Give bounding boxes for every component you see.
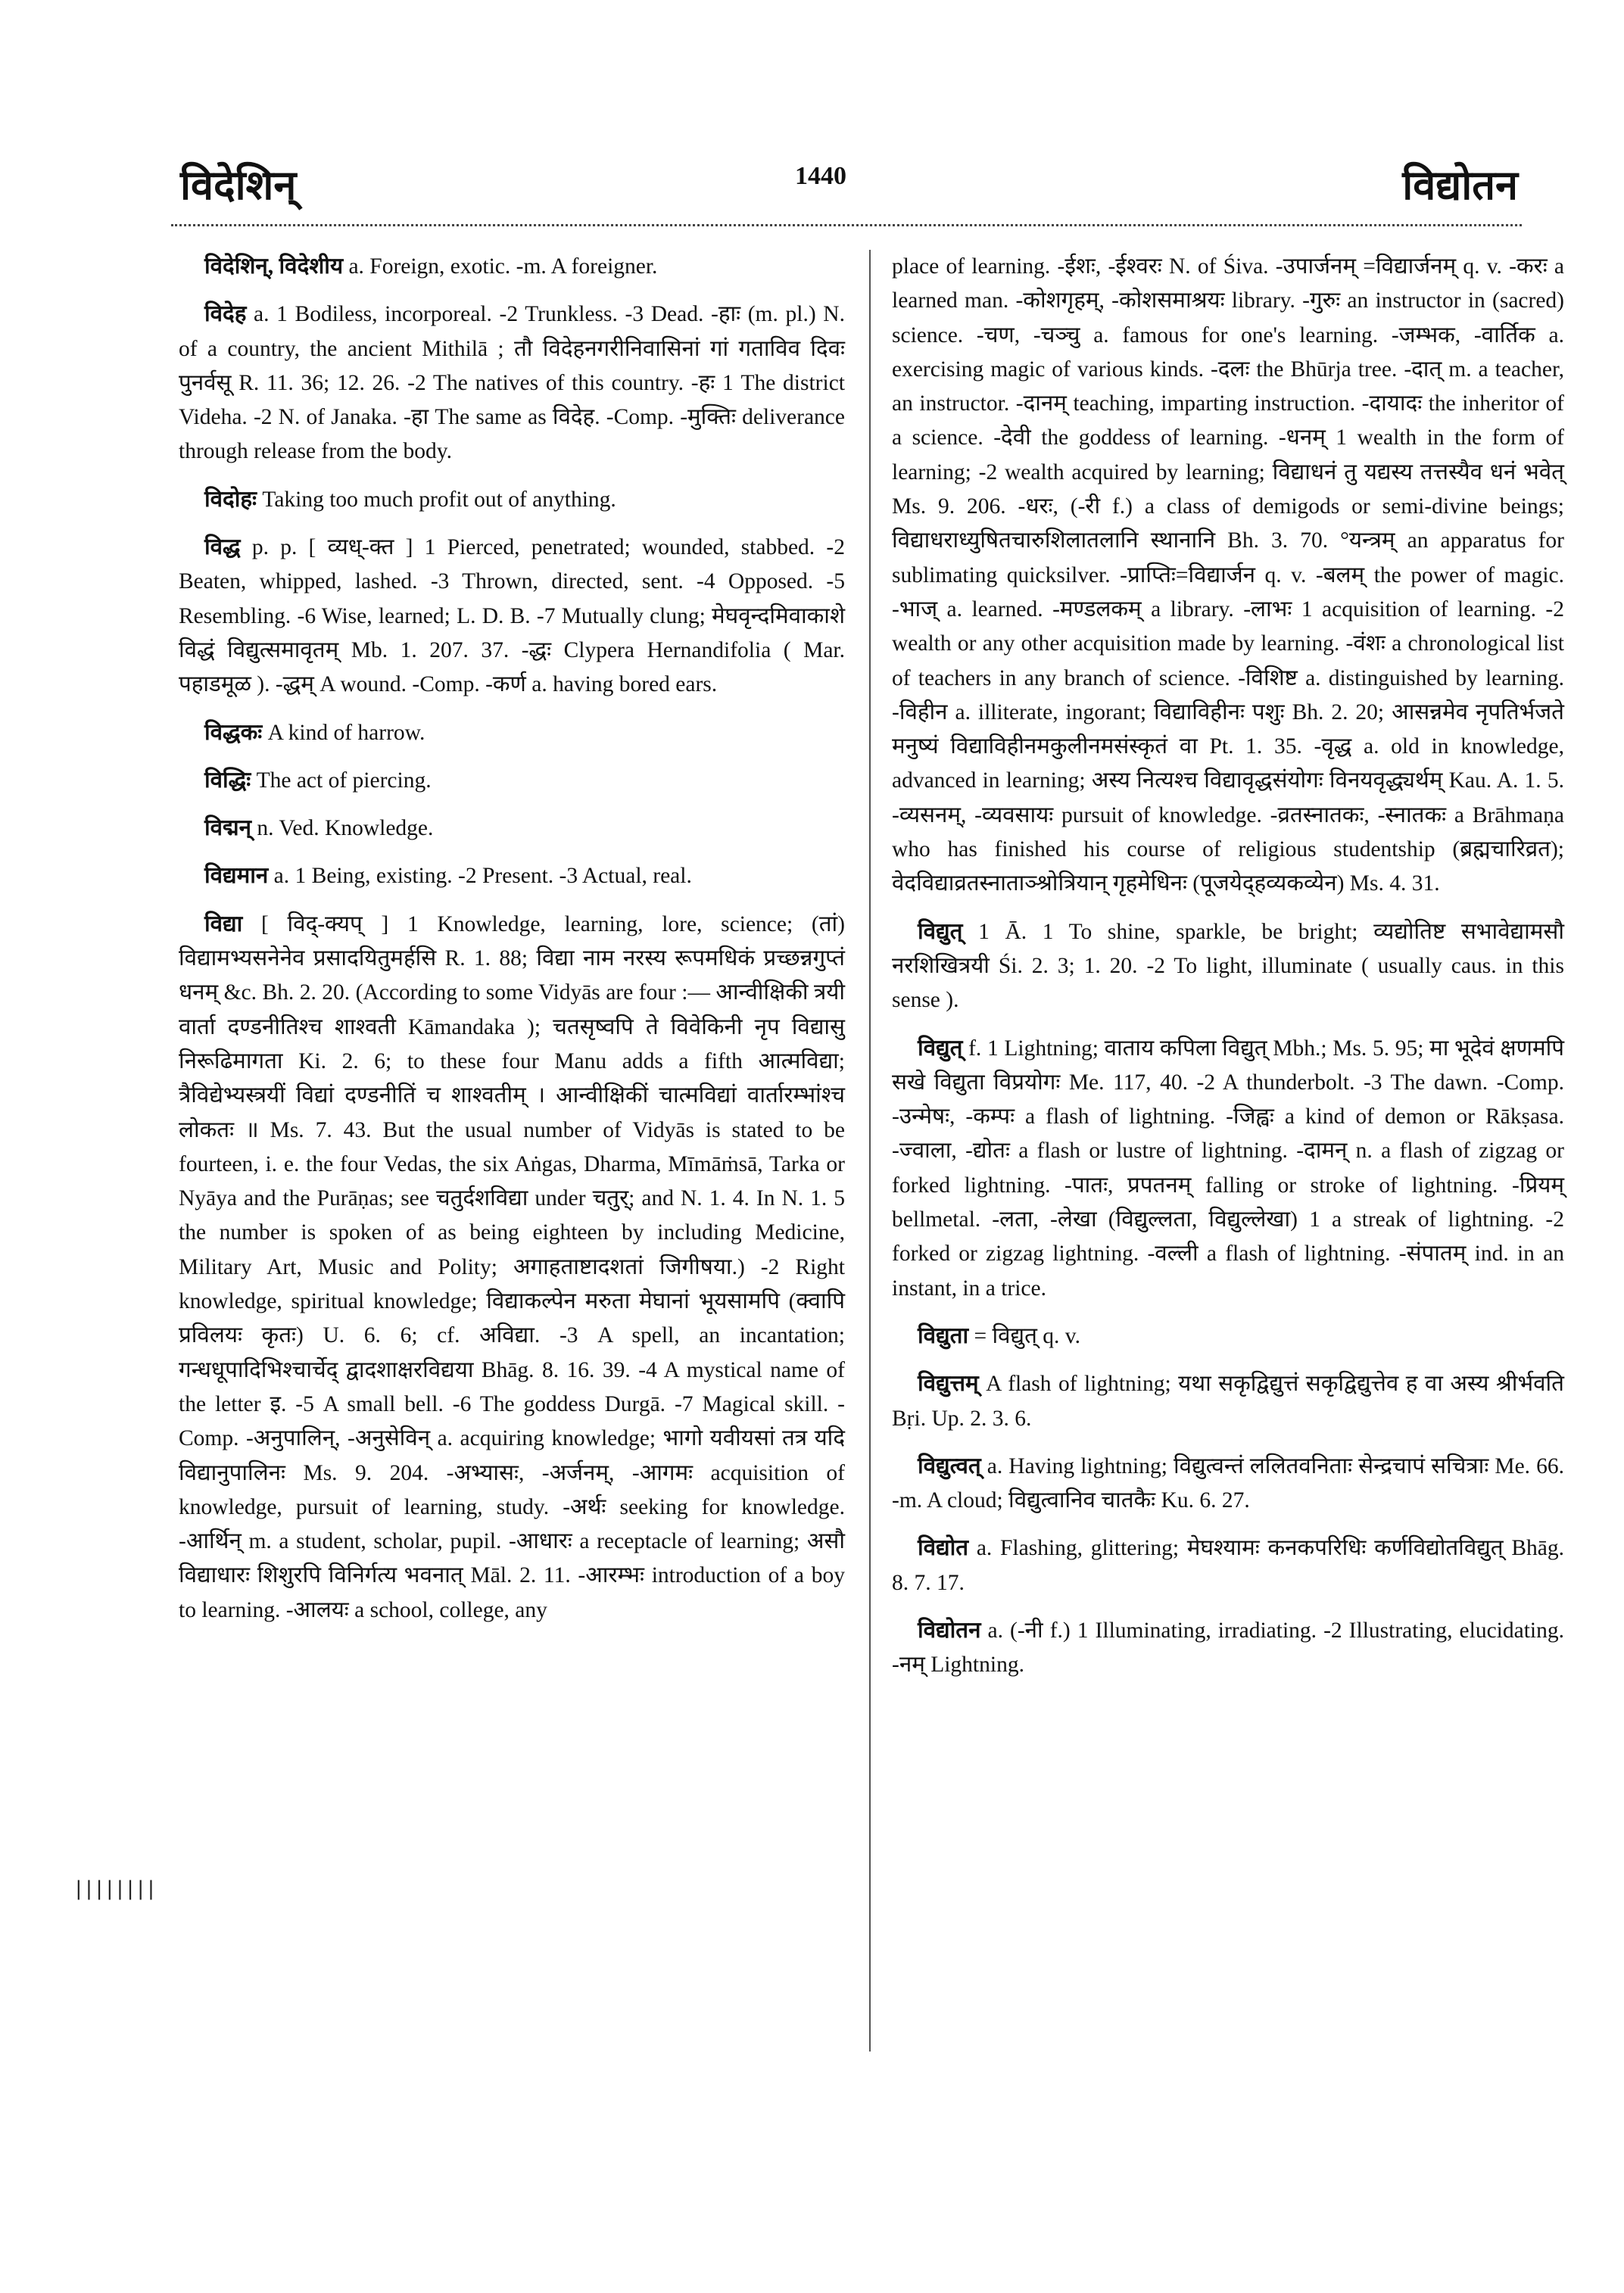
- dictionary-entry: [179, 764, 845, 798]
- column-divider: [869, 250, 871, 2052]
- dictionary-entry: [892, 1614, 1564, 1683]
- entry-headword: विद्युता: [918, 1323, 969, 1348]
- page-number: 1440: [795, 162, 846, 190]
- entry-headword: विदेह: [204, 302, 247, 327]
- entry-definition: place of learning. -ईशः, -ईश्वरः N. of Śiva. -उपार्जनम् =विद्यार्जनम् q. v. -करः a learned man. -कोशगृहम्, -कोशसमाश्रयः library. -गुरुः an instructor in (sacred) science. -चण, -चञ्चु a. famous for one's learning. -जम्भक, -वार्तिक a. exercising magic of various kinds. -दलः the Bhūrja tree. -दात् m. a teacher, an instructor. -दानम् teaching, imparting instruction. -दायादः the inheritor of a science. -देवी the goddess of learning. -धनम् 1 wealth in the form of learning; -2 wealth acquired by learning; विद्याधनं तु यद्यस्य तत्तस्यैव धनं भवेत् Ms. 9. 206. -धरः, (-री f.) a class of demigods or semi-divine beings; विद्याधराध्युषितचारुशिलातलानि स्थानानि Bh. 3. 70. °यन्त्रम् an apparatus for sublimating quicksilver. -प्राप्तिः=विद्यार्जन q. v. -बलम् the power of magic. -भाज् a. learned. -मण्डलकम् a library. -लाभः 1 acquisition of learning. -2 wealth or any other acquisition made by learning. -वंशः a chronological list of teachers in any branch of science. -विशिष्ट a. distinguished by learning. -विहीन a. illiterate, ingorant; विद्याविहीनः पशुः Bh. 2. 20; आसन्नमेव नृपतिर्भजते मनुष्यं विद्याविहीनमकुलीनमसंस्कृतं वा Pt. 1. 35. -वृद्ध a. old in knowledge, advanced in learning; अस्य नित्यश्च विद्यावृद्धसंयोगः विनयवृद्ध्यर्थम् Kau. A. 1. 5. -व्यसनम्, -व्यवसायः pursuit of knowledge. -व्रतस्नातकः, -स्नातकः a Brāhmaṇa who has finished his course of religious studentship (ब्रह्मचारिव्रत); वेदविद्याव्रतस्नाताञ्श्रोत्रियान् गृहमेधिनः (पूजयेद्हव्यकव्येन) Ms. 4. 31.: [892, 254, 1564, 896]
- entry-definition: a. (-नी f.) 1 Illuminating, irradiating. -2 Illustrating, elucidating. -नम् Lightning.: [892, 1618, 1564, 1678]
- entry-headword: विद्या: [204, 911, 243, 936]
- entry-definition: The act of piercing.: [251, 768, 432, 793]
- dictionary-entry: [892, 915, 1564, 1018]
- entry-definition: a. Foreign, exotic. -m. A foreigner.: [343, 254, 658, 279]
- entry-headword: विद्धिः: [204, 768, 251, 793]
- entry-headword: विद्युत्तम्: [918, 1372, 979, 1397]
- entry-headword: विद्योत: [918, 1536, 969, 1561]
- entry-definition: [ विद्-क्यप् ] 1 Knowledge, learning, lore, science; (तां) विद्यामभ्यसनेनेव प्रसादयितुमर्हसि R. 1. 88; विद्या नाम नरस्य रूपमधिकं प्रच्छन्नगुप्तं धनम् &c. Bh. 2. 20. (According to some Vidyās are four :— आन्वीक्षिकी त्रयी वार्ता दण्डनीतिश्च शाश्वती Kāmandaka ); चतसृष्वपि ते विवेकिनी नृप विद्यासु निरूढिमागता Ki. 2. 6; to these four Manu adds a fifth आत्मविद्या; त्रैविद्येभ्यस्त्रयीं विद्यां दण्डनीतिं च शाश्वतीम् । आन्वीक्षिकीं चात्मविद्यां वार्तारम्भांश्च लोकतः ॥ Ms. 7. 43. But the usual number of Vidyās is stated to be fourteen, i. e. the four Vedas, the six Aṅgas, Dharma, Mīmāṁsā, Tarka or Nyāya and the Purāṇas; see चतुर्दशविद्या under चतुर्; and N. 1. 4. In N. 1. 5 the number is spoken of as being eighteen by including Medicine, Military Art, Music and Polity; अगाहताष्टादशतां जिगीषया.) -2 Right knowledge, spiritual knowledge; विद्याकल्पेन मरुता मेघानां भूयसामपि (क्वापि प्रविलयः कृतः) U. 6. 6; cf. अविद्या. -3 A spell, an incantation; गन्धधूपादिभिश्चार्चेद् द्वादशाक्षरविद्यया Bhāg. 8. 16. 39. -4 A mystical name of the letter इ. -5 A small bell. -6 The goddess Durgā. -7 Magical skill. -Comp. -अनुपालिन्, -अनुसेविन् a. acquiring knowledge; भागो यवीयसां तत्र यदि विद्यानुपालिनः Ms. 9. 204. -अभ्यासः, -अर्जनम्, -आगमः acquisition of knowledge, pursuit of learning, study. -अर्थः seeking for knowledge. -आर्थिन् m. a student, scholar, pupil. -आधारः a receptacle of learning; असौ विद्याधारः शिशुरपि विनिर्गत्य भवनात् Māl. 2. 11. -आरम्भः introduction of a boy to learning. -आलयः a school, college, any: [179, 911, 845, 1622]
- entry-definition: = विद्युत् q. v.: [968, 1323, 1081, 1348]
- dictionary-entry: [179, 812, 845, 846]
- dictionary-entry: [179, 859, 845, 893]
- entry-headword: विद्धकः: [204, 720, 263, 745]
- entry-definition: a. 1 Bodiless, incorporeal. -2 Trunkless. -3 Dead. -हाः (m. pl.) N. of a country, the ancient Mithilā ; तौ विदेहनगरीनिवासिनां गां गताविव दिवः पुनर्वसू R. 11. 36; 12. 26. -2 The natives of this country. -हः 1 The district Videha. -2 N. of Janaka. -हा The same as विदेह. -Comp. -मुक्तिः deliverance through release from the body.: [179, 302, 845, 464]
- entry-headword: विद्युत्: [918, 919, 963, 944]
- header-right-guide-word: विद्योतन: [1402, 160, 1518, 209]
- entry-headword: विद्युत्वत्: [918, 1453, 981, 1478]
- entry-definition: A flash of lightning; यथा सकृद्विद्युत्तं सकृद्विद्युत्तेव ह वा अस्य श्रीर्भवति Bṛi. Up. 2. 3. 6.: [892, 1372, 1564, 1431]
- margin-mark: ||||||||: [73, 1877, 156, 1900]
- header-left-guide-word: विदेशिन्: [180, 160, 297, 209]
- dictionary-entry: [892, 1319, 1564, 1354]
- dictionary-entry: [892, 1531, 1564, 1600]
- dictionary-entry: [179, 250, 845, 284]
- dictionary-entry: [892, 1367, 1564, 1436]
- entry-headword: विद्योतन: [918, 1618, 981, 1643]
- dictionary-entry: [179, 298, 845, 469]
- entry-headword: विदेशिन्, विदेशीय: [204, 254, 344, 279]
- entry-headword: विदोहः: [204, 487, 257, 512]
- entry-definition: a. Having lightning; विद्युत्वन्तं ललितवनिताः सेन्द्रचापं सचित्राः Me. 66. -m. A cloud; विद्युत्वानिव चातकैः Ku. 6. 27.: [892, 1453, 1564, 1513]
- entry-definition: 1 Ā. 1 To shine, sparkle, be bright; व्यद्योतिष्ट सभावेद्यामसौ नरशिखित्रयी Śi. 2. 3; 1. 20. -2 To light, illuminate ( usually caus. in this sense ).: [892, 919, 1564, 1013]
- entry-headword: विद्यमान: [204, 864, 269, 889]
- dictionary-entry: [892, 1450, 1564, 1519]
- entry-headword: विद्युत्: [918, 1036, 963, 1061]
- dictionary-entry: [892, 250, 1564, 902]
- dictionary-entry: [179, 483, 845, 517]
- entry-definition: a. 1 Being, existing. -2 Present. -3 Actual, real.: [268, 864, 692, 889]
- entry-headword: विद्ध: [204, 535, 241, 560]
- right-column: [892, 250, 1564, 1696]
- dictionary-entry: [179, 908, 845, 1628]
- header-rule: [171, 224, 1522, 226]
- entry-definition: n. Ved. Knowledge.: [251, 816, 434, 841]
- entry-definition: A kind of harrow.: [262, 720, 425, 745]
- entry-definition: Taking too much profit out of anything.: [256, 487, 616, 512]
- dictionary-entry: [892, 1032, 1564, 1306]
- left-column: [179, 250, 845, 1641]
- entry-headword: विद्मन्: [204, 816, 252, 841]
- entry-definition: f. 1 Lightning; वाताय कपिला विद्युत् Mbh.; Ms. 5. 95; मा भूदेवं क्षणमपि सखे विद्युता विप्रयोगः Me. 117, 40. -2 A thunderbolt. -3 The dawn. -Comp. -उन्मेषः, -कम्पः a flash of lightning. -जिह्वः a kind of demon or Rākṣasa. -ज्वाला, -द्योतः a flash or lustre of lightning. -दामन् n. a flash of zigzag or forked lightning. -पातः, प्रपतनम् falling or stroke of lightning. -प्रियम् bellmetal. -लता, -लेखा (विद्युल्लता, विद्युल्लेखा) 1 a streak of lightning. -2 forked or zigzag lightning. -वल्ली a flash of lightning. -संपातम् ind. in an instant, in a trice.: [892, 1036, 1564, 1301]
- dictionary-entry: [179, 531, 845, 702]
- entry-definition: p. p. [ व्यध्-क्त ] 1 Pierced, penetrated; wounded, stabbed. -2 Beaten, whipped, lashed. -3 Thrown, directed, sent. -4 Opposed. -5 Resembling. -6 Wise, learned; L. D. B. -7 Mutually clung; मेघवृन्दमिवाकाशे विद्धं विद्युत्समावृतम् Mb. 1. 207. 37. -द्धः Clypera Hernandifolia ( Mar. पहाडमूळ ). -द्धम् A wound. -Comp. -कर्ण a. having bored ears.: [179, 535, 845, 697]
- dictionary-entry: [179, 716, 845, 750]
- entry-definition: a. Flashing, glittering; मेघश्यामः कनकपरिधिः कर्णविद्योतविद्युत् Bhāg. 8. 7. 17.: [892, 1536, 1564, 1595]
